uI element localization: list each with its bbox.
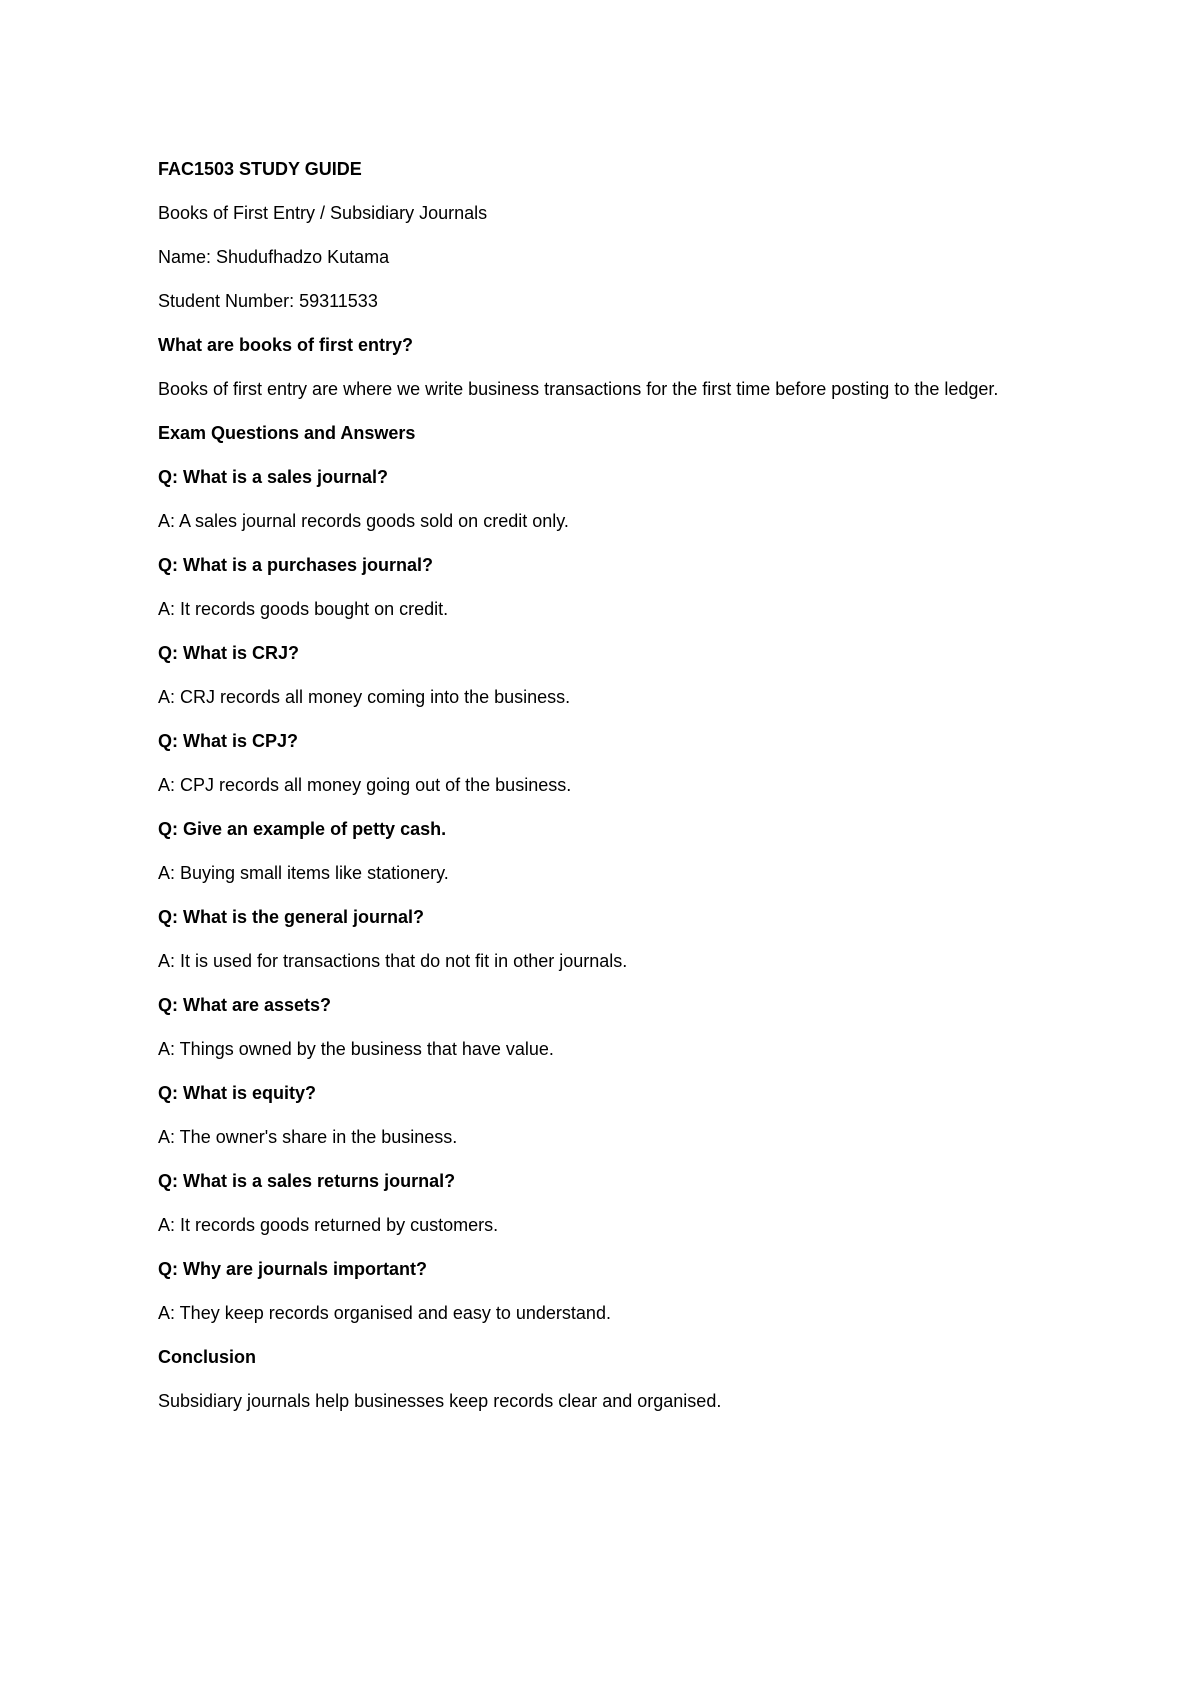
- answer: A: It records goods returned by customers.: [158, 1215, 499, 1235]
- answer: A: It is used for transactions that do not fit in other journals.: [158, 951, 628, 971]
- question: Q: Give an example of petty cash.: [158, 819, 447, 839]
- document-title: FAC1503 STUDY GUIDE: [158, 159, 362, 179]
- answer: A: It records goods bought on credit.: [158, 599, 449, 619]
- intro-heading: What are books of first entry?: [158, 335, 414, 355]
- student-name: Name: Shudufhadzo Kutama: [158, 247, 390, 267]
- answer: A: A sales journal records goods sold on credit only.: [158, 511, 569, 531]
- student-number: Student Number: 59311533: [158, 291, 378, 311]
- question: Q: What are assets?: [158, 995, 332, 1015]
- question: Q: What is a sales journal?: [158, 467, 389, 487]
- question: Q: What is CRJ?: [158, 643, 300, 663]
- document-page: [158, 158, 1048, 1434]
- answer: A: CRJ records all money coming into the business.: [158, 687, 571, 707]
- question: Q: What is a purchases journal?: [158, 555, 434, 575]
- qa-heading: Exam Questions and Answers: [158, 423, 416, 443]
- qa-list: [158, 466, 1048, 1325]
- intro-text: Books of first entry are where we write business transactions for the first time before posting to the ledger.: [158, 379, 999, 399]
- question: Q: Why are journals important?: [158, 1259, 428, 1279]
- answer: A: CPJ records all money going out of the business.: [158, 775, 572, 795]
- answer: A: The owner's share in the business.: [158, 1127, 458, 1147]
- question: Q: What is a sales returns journal?: [158, 1171, 456, 1191]
- document-subtitle: Books of First Entry / Subsidiary Journals: [158, 203, 488, 223]
- question: Q: What is CPJ?: [158, 731, 299, 751]
- answer: A: They keep records organised and easy to understand.: [158, 1303, 611, 1323]
- answer: A: Things owned by the business that have value.: [158, 1039, 554, 1059]
- conclusion-heading: Conclusion: [158, 1347, 256, 1367]
- question: Q: What is equity?: [158, 1083, 317, 1103]
- conclusion-text: Subsidiary journals help businesses keep records clear and organised.: [158, 1391, 722, 1411]
- answer: A: Buying small items like stationery.: [158, 863, 449, 883]
- question: Q: What is the general journal?: [158, 907, 425, 927]
